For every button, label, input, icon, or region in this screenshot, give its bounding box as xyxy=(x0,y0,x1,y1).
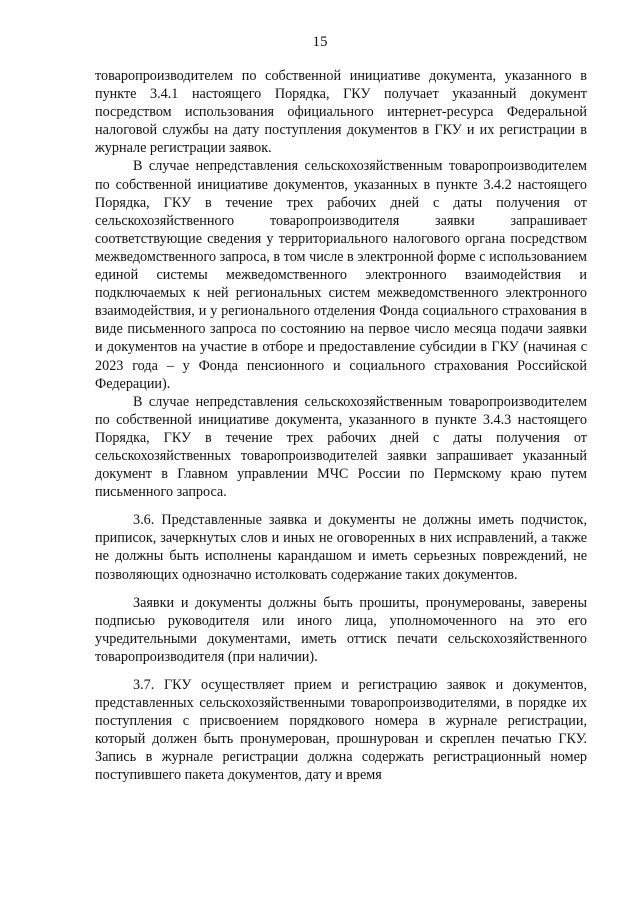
page-number: 15 xyxy=(312,34,328,50)
paragraph-3-6: 3.6. Представленные заявка и документы не должны иметь подчисток, приписок, зачеркнутых слов и иных не оговоренных в них исправлений, а также не должны быть исполнены карандашом и иметь серьезных повреждений, не позволяющих однозначно истолковать содержание таких документов. xyxy=(95,512,587,583)
paragraph-continuation: товаропроизводителем по собственной инициативе документа, указанного в пункте 3.4.1 настоящего Порядка, ГКУ получает указанный документ посредством использования официального интернет-ресурса Федеральной налоговой службы на дату поступления документов в ГКУ и их регистрации в журнале регистрации заявок. xyxy=(95,68,587,157)
paragraph-tax-request: В случае непредставления сельскохозяйственным товаропроизводителем по собственной инициативе документов, указанных в пункте 3.4.2 настоящего Порядка, ГКУ в течение трех рабочих дней с даты получения от сельскохозяйственного товаропроизводителя заявки запрашивает соответствующие сведения у территориального налогового органа посредством межведомственного запроса, в том числе в электронной форме с использованием единой системы межведомственного электронного взаимодействия и подключаемых к ней региональных систем межведомственного электронного взаимодействия, и у регионального отделения Фонда социального страхования в виде письменного запроса по состоянию на первое число месяца подачи заявки и документов на участие в отборе и предоставление субсидии в ГКУ (начиная с 2023 года – у Фонда пенсионного и социального страхования Российской Федерации). xyxy=(95,158,587,392)
document-body xyxy=(95,67,587,785)
paragraph-stitching: Заявки и документы должны быть прошиты, пронумерованы, заверены подписью руководителя или иного лица, уполномоченного на это его учредительными документами, иметь оттиск печати сельскохозяйственного товаропроизводителя (при наличии). xyxy=(95,594,587,665)
paragraph-mchs-request: В случае непредставления сельскохозяйственным товаропроизводителем по собственной инициативе документа, указанного в пункте 3.4.3 настоящего Порядка, ГКУ в течение трех рабочих дней с даты получения от сельскохозяйственных товаропроизводителей заявки запрашивает указанный документ в Главном управлении МЧС России по Пермскому краю путем письменного запроса. xyxy=(95,393,587,501)
paragraph-3-7: 3.7. ГКУ осуществляет прием и регистрацию заявок и документов, представленных сельскохозяйственными товаропроизводителями, в порядке их поступления с присвоением порядкового номера в журнале регистрации, который должен быть пронумерован, прошнурован и скреплен печатью ГКУ. Запись в журнале регистрации должна содержать регистрационный номер поступившего пакета документов, дату и время xyxy=(95,677,587,784)
